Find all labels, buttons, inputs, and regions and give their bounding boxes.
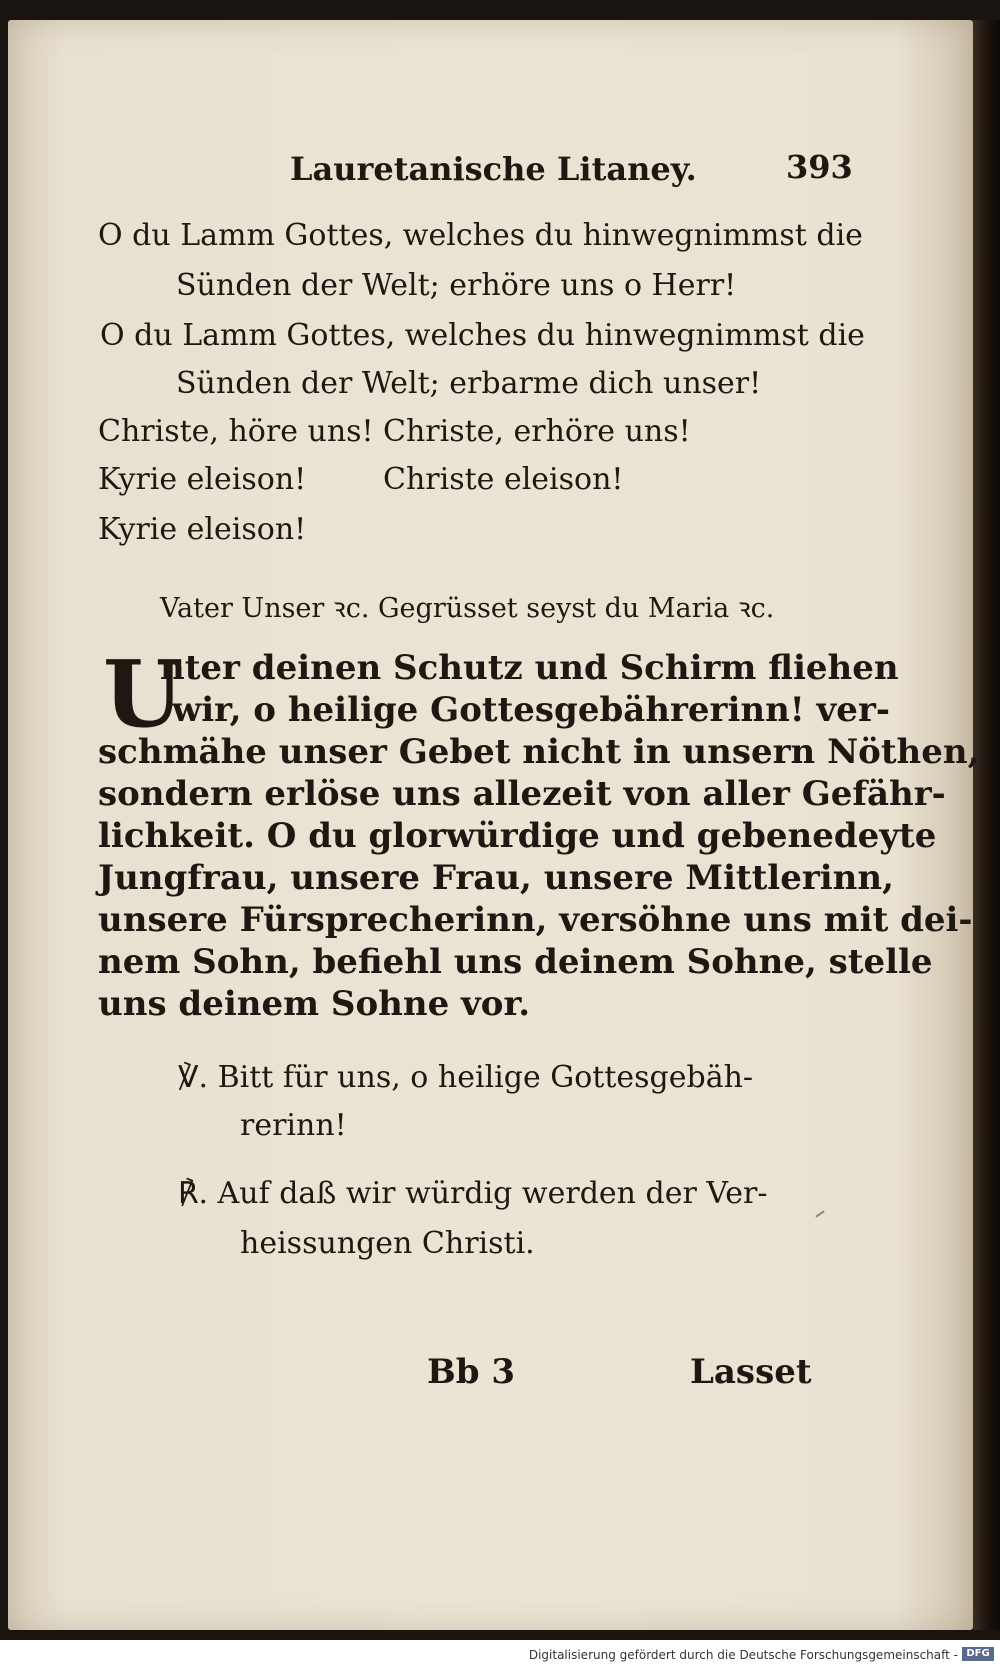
litany-line-6a: Kyrie eleison! xyxy=(98,462,307,497)
drop-cap-initial: U xyxy=(103,640,184,748)
litany-line-4: Sünden der Welt; erbarme dich unser! xyxy=(176,366,762,401)
prayer-line-6: Jungfrau, unsere Frau, unsere Mittlerinn, xyxy=(98,858,894,898)
litany-line-1: O du Lamm Gottes, welches du hinwegnimmst die xyxy=(98,218,863,253)
running-title: Lauretanische Litaney. xyxy=(290,150,697,188)
prayer-line-2: wir, o heilige Gottesgebährerinn! ver- xyxy=(172,690,890,730)
prayer-line-4: sondern erlöse uns allezeit von aller Gefähr- xyxy=(98,774,946,814)
prayer-line-9: uns deinem Sohne vor. xyxy=(98,984,531,1024)
book-binding-edge xyxy=(973,20,1000,1630)
litany-line-3: O du Lamm Gottes, welches du hinwegnimmst die xyxy=(100,318,865,353)
litany-line-5a: Christe, höre uns! xyxy=(98,414,374,449)
page-number: 393 xyxy=(786,148,853,186)
prayer-line-1: nter deinen Schutz und Schirm fliehen xyxy=(160,648,899,688)
versicle-line-2: rerinn! xyxy=(240,1108,347,1143)
dfg-logo-icon: DFG xyxy=(962,1647,994,1661)
prayers-reference: Vater Unser ꝛc. Gegrüsset seyst du Maria ꝛc. xyxy=(160,593,775,624)
litany-line-7: Kyrie eleison! xyxy=(98,512,307,547)
prayer-line-3: schmähe unser Gebet nicht in unsern Nöthen, xyxy=(98,732,980,772)
prayer-line-7: unsere Fürsprecherinn, versöhne uns mit dei- xyxy=(98,900,973,940)
catchword: Lasset xyxy=(690,1352,812,1392)
signature-mark: Bb 3 xyxy=(427,1352,516,1392)
litany-line-6b: Christe eleison! xyxy=(383,462,624,497)
litany-line-5b: Christe, erhöre uns! xyxy=(383,414,691,449)
litany-line-2: Sünden der Welt; erhöre uns o Herr! xyxy=(176,268,737,303)
response-line-1: ℟. Auf daß wir würdig werden der Ver- xyxy=(178,1176,768,1211)
prayer-line-8: nem Sohn, befiehl uns deinem Sohne, stelle xyxy=(98,942,933,982)
prayer-line-5: lichkeit. O du glorwürdige und gebenedeyte xyxy=(98,816,937,856)
versicle-line-1: ℣. Bitt für uns, o heilige Gottesgebäh- xyxy=(178,1060,754,1095)
response-line-2: heissungen Christi. xyxy=(240,1226,535,1261)
digitization-note: Digitalisierung gefördert durch die Deutsche Forschungsgemeinschaft - xyxy=(528,1648,958,1662)
